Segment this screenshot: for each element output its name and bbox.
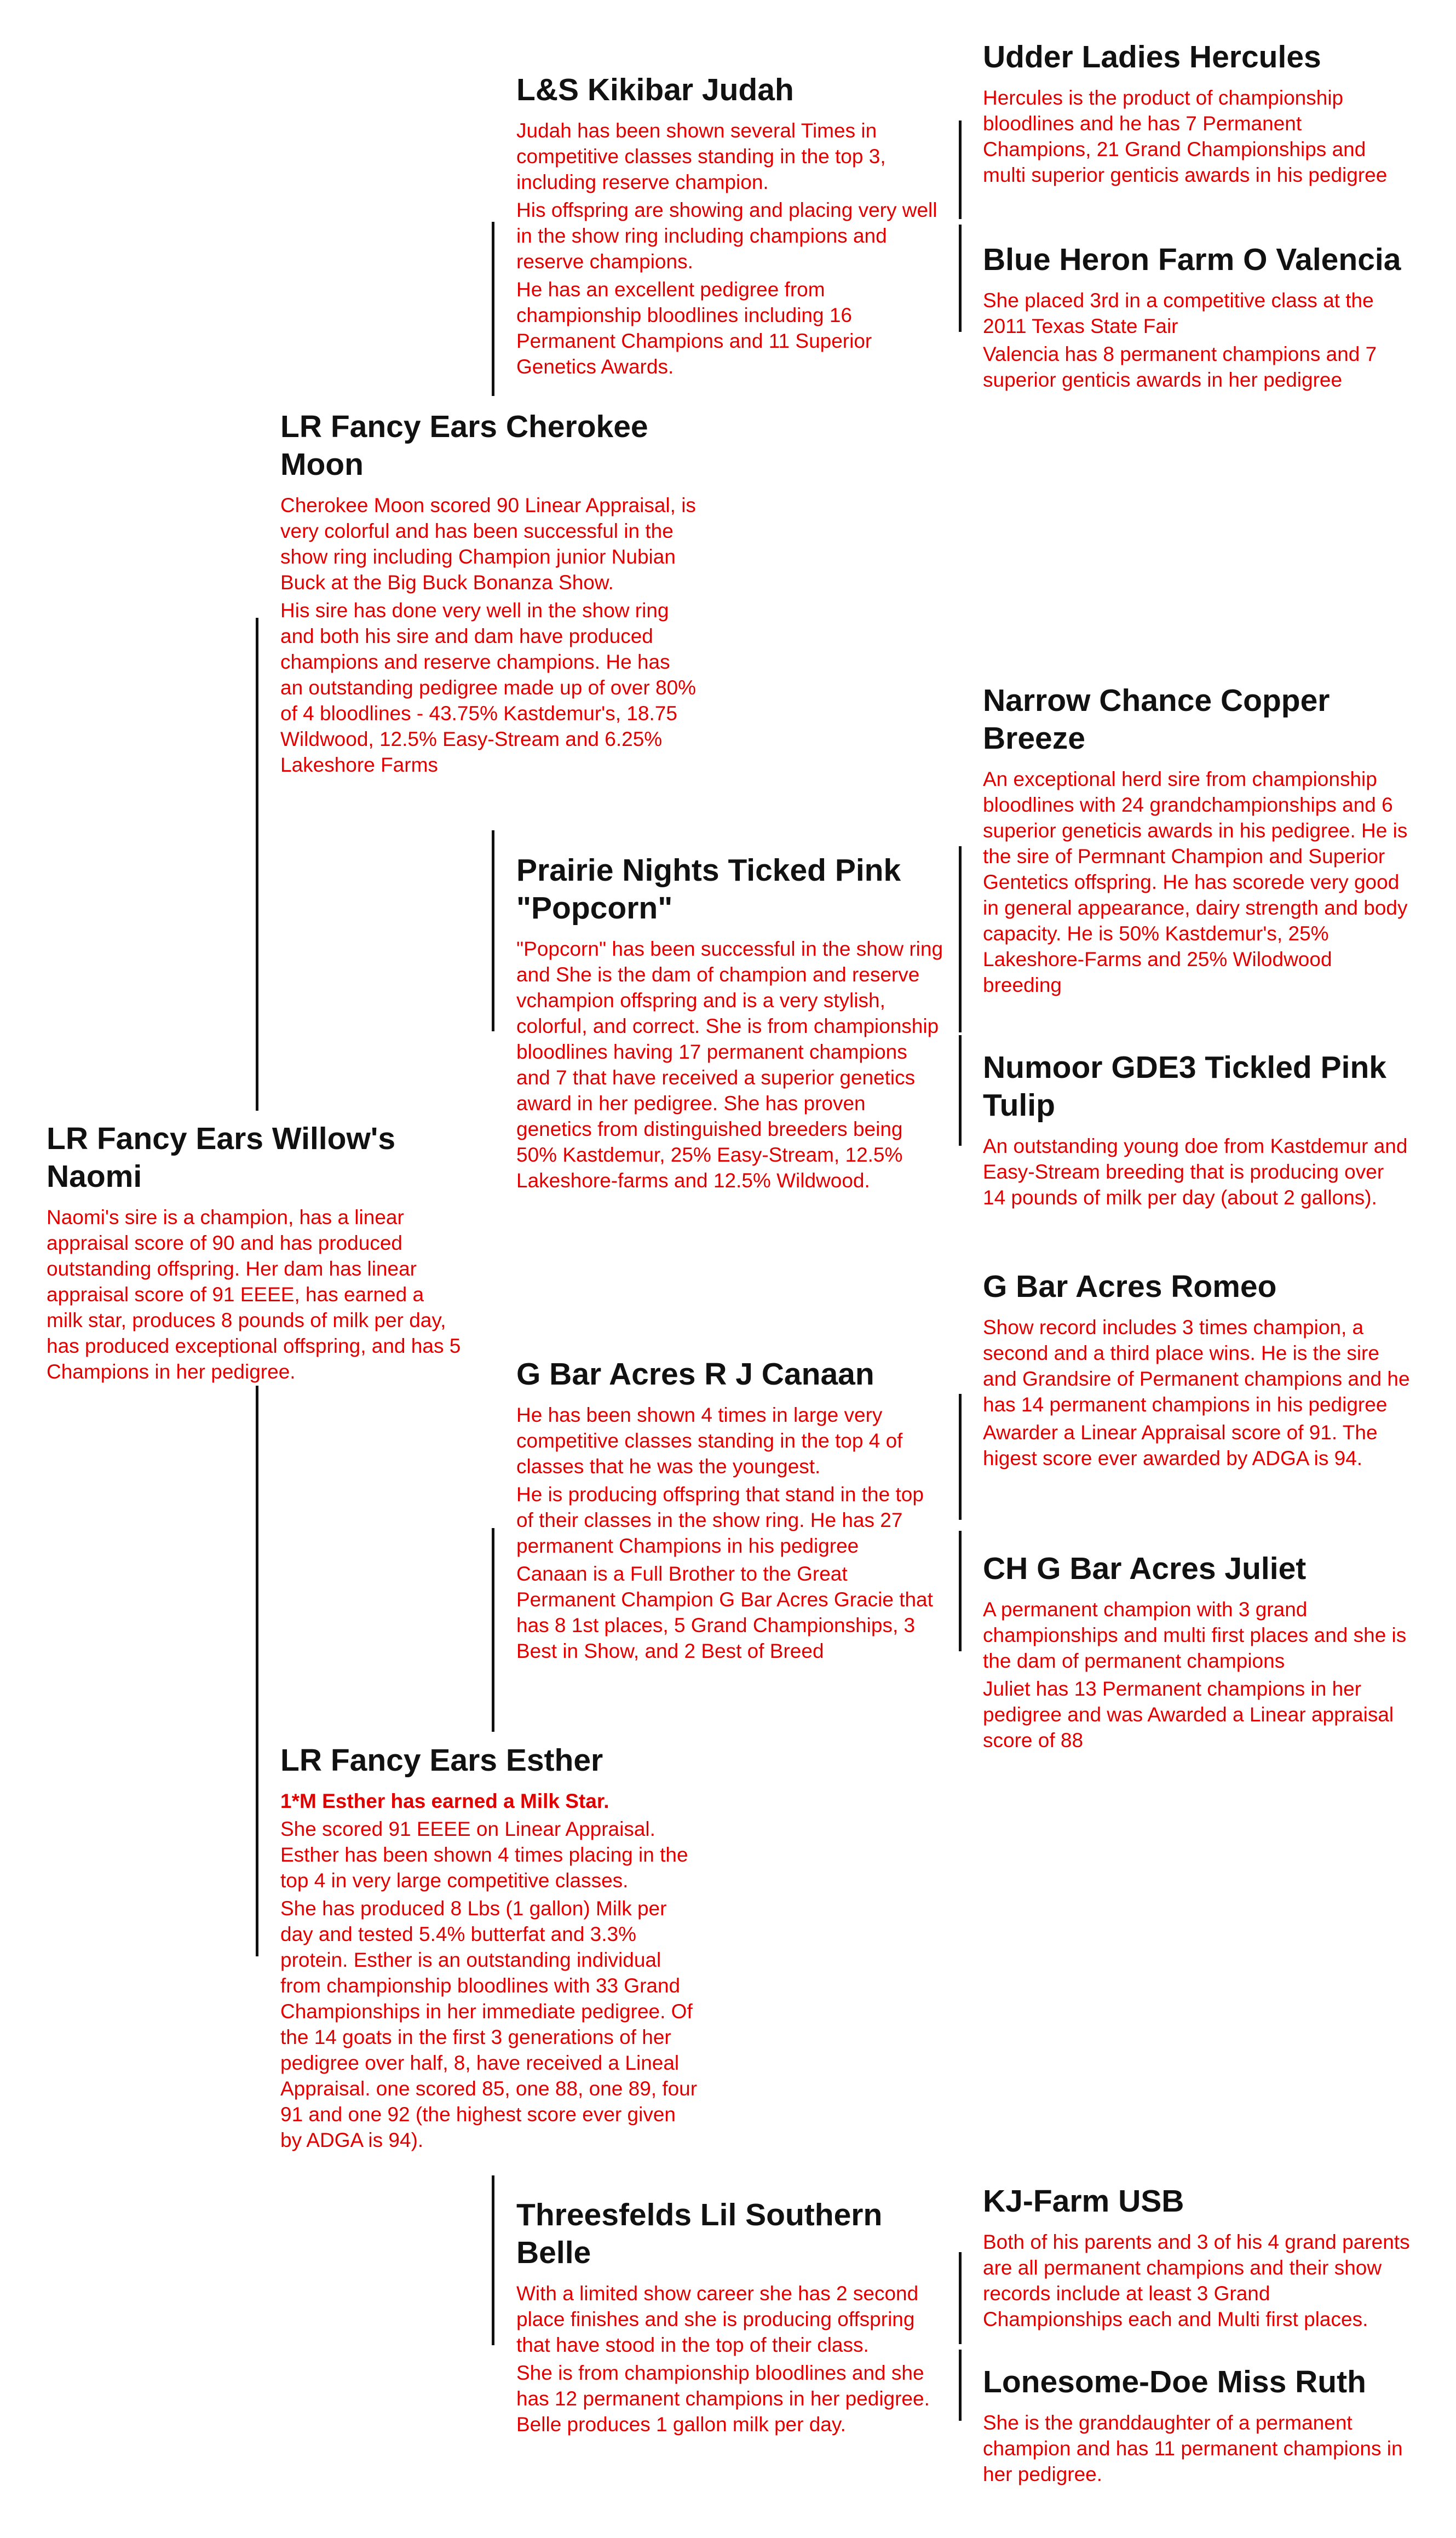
sire-dam-description: "Popcorn" has been successful in the show ring and She is the dam of champion and reserve vchampion offspring and is a very stylish, colorful, and correct. She is from championship bloodlines having 17 permanent champions and 7 that have received a superior genetics award in her pedigree. She has proven genetics from distinguished breeders being 50% Kastdemur, 25% Easy-Stream, 12.5% Lakeshore-farms and 12.5% Wildwood. (516, 938, 943, 1192)
dam-sire-description-2: He is producing offspring that stand in the top of their classes in the show ring. He has 27 permanent Champions in his pedigree (516, 1483, 924, 1557)
subject-description: Naomi's sire is a champion, has a linear appraisal score of 90 and has produced outstanding offspring. Her dam has linear appraisal score of 91 EEEE, has earned a milk star, produces 8 pounds of milk per day, has produced exceptional offspring, and has 5 Champions in her pedigree. (47, 1206, 461, 1383)
gen3-name-romeo: G Bar Acres Romeo (983, 1269, 1277, 1304)
dam-node (280, 1742, 702, 2155)
gen3-description-tulip: An outstanding young doe from Kastdemur and Easy-Stream breeding that is producing over 14 pounds of milk per day (about 2 gallons). (983, 1135, 1408, 1209)
connector-subject-sire (256, 618, 258, 1111)
dam-dam-description-1: With a limited show career she has 2 second place finishes and she is producing offspring that have stood in the top of their class. (516, 2282, 919, 2356)
gen3-node-valencia (983, 241, 1410, 395)
sire-dam-node (516, 852, 943, 1196)
gen3-node-miss-ruth (983, 2363, 1410, 2489)
gen3-node-kj-farm (983, 2183, 1410, 2334)
dam-dam-description-2: She is from championship bloodlines and she has 12 permanent champions in her pedigree. Belle produces 1 gallon milk per day. (516, 2362, 930, 2436)
gen3-name-copper-breeze: Narrow Chance Copper Breeze (983, 683, 1330, 756)
gen3-description-kj-farm: Both of his parents and 3 of his 4 grand parents are all permanent champions and their show records include at least 3 Grand Championships each and Multi first places. (983, 2231, 1410, 2330)
connector-gen3-juliet (959, 1531, 962, 1651)
connector-dam-dam (492, 2175, 494, 2345)
gen3-description-copper-breeze: An exceptional herd sire from championship bloodlines with 24 grandchampionships and 6 superior geneticis awards in his pedigree. He is the sire of Permnant Champion and Superior Gentetics offspring. He has scorede very good in general appearance, dairy strength and body capacity. He is 50% Kastdemur's, 25% Lakeshore-Farms and 25% Wilodwood breeding (983, 768, 1408, 996)
sire-sire-description-1: Judah has been shown several Times in competitive classes standing in the top 3, including reserve champion. (516, 119, 886, 193)
dam-sire-description-3: Canaan is a Full Brother to the Great Permanent Champion G Bar Acres Gracie that has 8 1st places, 5 Grand Championships, 3 Best in Show, and 2 Best of Breed (516, 1563, 933, 1662)
connector-gen3-copper-breeze (959, 846, 962, 1032)
dam-description-2: She has produced 8 Lbs (1 gallon) Milk per day and tested 5.4% butterfat and 3.3% protein. Esther is an outstanding individual from championship bloodlines with 33 Grand Championships in her immediate pedigree. Of the 14 goats in the first 3 generations of her pedigree over half, 8, have received a Lineal Appraisal. one scored 85, one 88, one 89, four 91 and one 92 (the highest score ever given by ADGA is 94). (280, 1897, 698, 2151)
subject-name: LR Fancy Ears Willow's Naomi (47, 1121, 396, 1194)
connector-gen3-miss-ruth (959, 2350, 962, 2421)
connector-subject-dam (256, 1386, 258, 1956)
connector-gen3-tulip (959, 1035, 962, 1146)
dam-sire-name: G Bar Acres R J Canaan (516, 1357, 874, 1392)
connector-sire-sire (492, 222, 494, 396)
gen3-description-romeo-1: Show record includes 3 times champion, a second and a third place wins. He is the sire and Grandsire of Permanent champions and he has 14 permanent champions in his pedigree (983, 1316, 1410, 1416)
gen3-description-juliet-2: Juliet has 13 Permanent champions in her pedigree and was Awarded a Linear appraisal score of 88 (983, 1678, 1394, 1752)
dam-description-1: She scored 91 EEEE on Linear Appraisal. Esther has been shown 4 times placing in the top 4 in very large competitive classes. (280, 1818, 688, 1892)
gen3-description-romeo-2: Awarder a Linear Appraisal score of 91. The higest score ever awarded by ADGA is 94. (983, 1421, 1378, 1469)
gen3-description-juliet-1: A permanent champion with 3 grand championships and multi first places and she is the dam of permanent champions (983, 1598, 1407, 1672)
sire-sire-description-2: His offspring are showing and placing very well in the show ring including champions and reserve champions. (516, 199, 937, 273)
gen3-name-valencia: Blue Heron Farm O Valencia (983, 242, 1401, 277)
connector-gen3-valencia (959, 225, 962, 332)
gen3-node-tulip (983, 1049, 1410, 1213)
sire-name: LR Fancy Ears Cherokee Moon (280, 409, 648, 482)
gen3-name-miss-ruth: Lonesome-Doe Miss Ruth (983, 2364, 1366, 2399)
dam-sire-description-1: He has been shown 4 times in large very competitive classes standing in the top 4 of classes that he was the youngest. (516, 1404, 903, 1478)
sire-sire-name: L&S Kikibar Judah (516, 72, 794, 107)
gen3-node-hercules (983, 38, 1410, 190)
gen3-description-valencia-2: Valencia has 8 permanent champions and 7 superior genticis awards in her pedigree (983, 343, 1377, 391)
gen3-description-miss-ruth: She is the granddaughter of a permanent champion and has 11 permanent champions in her pedigree. (983, 2411, 1403, 2485)
gen3-name-juliet: CH G Bar Acres Juliet (983, 1551, 1307, 1586)
gen3-node-romeo (983, 1268, 1410, 1473)
gen3-name-tulip: Numoor GDE3 Tickled Pink Tulip (983, 1050, 1386, 1123)
connector-gen3-hercules (959, 120, 962, 219)
connector-dam-sire (492, 1528, 494, 1732)
sire-description-2: His sire has done very well in the show ring and both his sire and dam have produced champions and reserve champions. He has an outstanding pedigree made up of over 80% of 4 bloodlines - 43.75% Kastdemur's, 18.75 Wildwood, 12.5% Easy-Stream and 6.25% Lakeshore Farms (280, 599, 697, 776)
dam-sire-node (516, 1356, 943, 1666)
connector-sire-dam (492, 830, 494, 1031)
sire-sire-description-3: He has an excellent pedigree from championship bloodlines including 16 Permanent Champions and 11 Superior Genetics Awards. (516, 278, 872, 378)
gen3-description-valencia-1: She placed 3rd in a competitive class at the 2011 Texas State Fair (983, 289, 1374, 337)
sire-node (280, 408, 697, 780)
gen3-node-copper-breeze (983, 682, 1410, 1000)
gen3-node-juliet (983, 1550, 1410, 1755)
gen3-description-hercules: Hercules is the product of championship bloodlines and he has 7 Permanent Champions, 21 Grand Championships and multi superior genticis awards in his pedigree (983, 87, 1388, 186)
dam-milk-star: 1*M Esther has earned a Milk Star. (280, 1790, 609, 1812)
sire-description-1: Cherokee Moon scored 90 Linear Appraisal, is very colorful and has been successful in the show ring including Champion junior Nubian Buck at the Big Buck Bonanza Show. (280, 494, 696, 594)
dam-dam-name: Threesfelds Lil Southern Belle (516, 2197, 883, 2270)
connector-gen3-kj-farm (959, 2252, 962, 2344)
dam-name: LR Fancy Ears Esther (280, 1743, 603, 1778)
gen3-name-hercules: Udder Ladies Hercules (983, 39, 1321, 74)
sire-sire-node (516, 71, 943, 382)
dam-dam-node (516, 2196, 943, 2439)
gen3-name-kj-farm: KJ-Farm USB (983, 2184, 1184, 2219)
connector-gen3-romeo (959, 1394, 962, 1520)
subject-node (47, 1120, 463, 1387)
sire-dam-name: Prairie Nights Ticked Pink "Popcorn" (516, 853, 901, 926)
